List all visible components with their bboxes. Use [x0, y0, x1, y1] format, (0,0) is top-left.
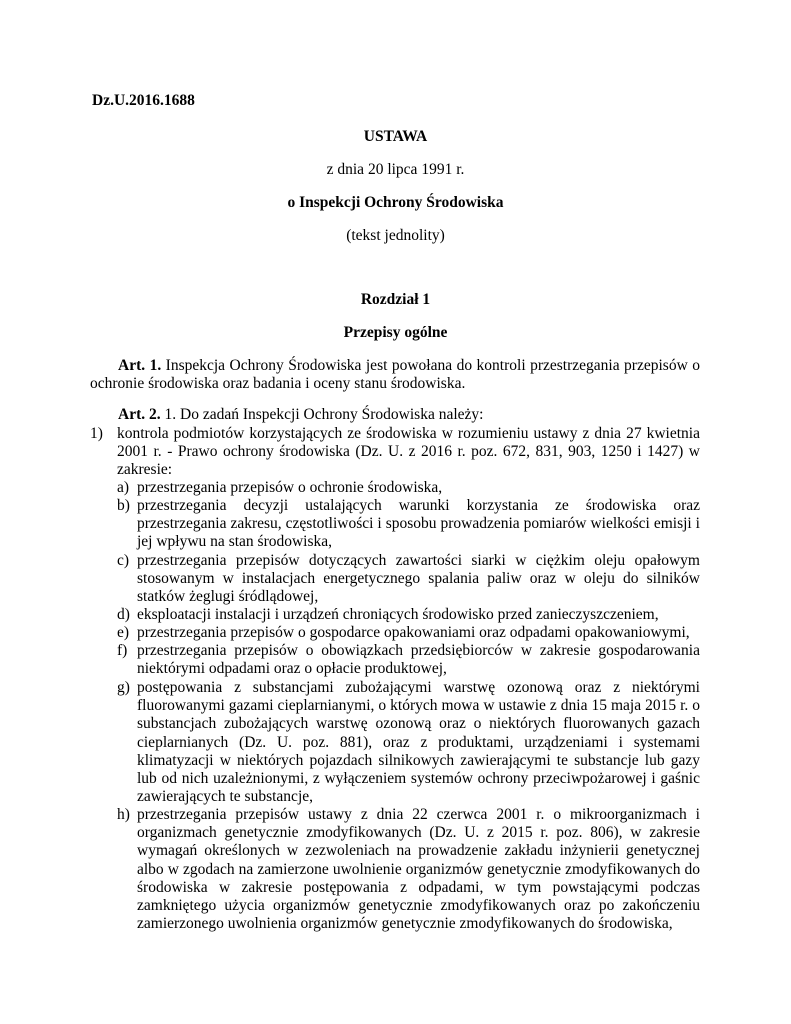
chapter-heading: Rozdział 1	[360, 291, 431, 308]
consolidated-text-note: (tekst jednolity)	[346, 227, 445, 244]
subitem-label: g)	[117, 679, 130, 696]
journal-reference: Dz.U.2016.1688	[92, 92, 195, 109]
subitem-text: przestrzegania decyzji ustalających warunki korzystania ze środowiska oraz przestrzegania zakresu, częstotliwości i sposobu prowadzenia pomiarów wielkości emisji i jej wpływu na stan środowiska,	[137, 497, 700, 551]
subitem-text: postępowania z substancjami zubożającymi warstwę ozonową oraz z niektórymi fluorowanymi gazami cieplarnianymi, o których mowa w ustawie z dnia 15 maja 2015 r. o substancjach zubożających warstwę ozonową oraz o niektórych fluorowanych gazach cieplarnianych (Dz. U. poz. 881), oraz z produktami, urządzeniami i systemami klimatyzacji w niektórych pojazdach silnikowych zawierającymi te substancje lub gazy lub od nich uzależnionymi, z wyłączeniem systemów ochrony przeciwpożarowej i gaśnic zawierających te substancje,	[137, 679, 700, 806]
subitem-text: przestrzegania przepisów ustawy z dnia 22 czerwca 2001 r. o mikroorganizmach i organizmach genetycznie zmodyfikowanych (Dz. U. z 2015 r. poz. 806), w zakresie wymagań określonych w zezwoleniach na prowadzenie zakładu inżynierii genetycznej albo w zgodach na zamierzone uwolnienie organizmów genetycznie zmodyfikowanych do środowiska w zakresie postępowania z odpadami, w tym powstającymi podczas zamkniętego użycia organizmów genetycznie zmodyfikowanych oraz po zakończeniu zamierzonego uwolnienia organizmów genetycznie zmodyfikowanych do środowiska,	[137, 806, 700, 933]
chapter-title: Przepisy ogólne	[343, 324, 448, 341]
subitem-text: eksploatacji instalacji i urządzeń chroniących środowisko przed zanieczyszczeniem,	[137, 606, 659, 623]
subitem-text: przestrzegania przepisów o gospodarce opakowaniami oraz odpadami opakowaniowymi,	[137, 624, 690, 641]
act-date: z dnia 20 lipca 1991 r.	[326, 161, 465, 178]
article-2-intro	[90, 406, 700, 424]
article-2-label: Art. 2.	[118, 406, 161, 423]
item-1-number: 1)	[90, 425, 103, 442]
item-1-text: kontrola podmiotów korzystających ze środowiska w rozumieniu ustawy z dnia 27 kwietnia 2001 r. - Prawo ochrony środowiska (Dz. U. z 2016 r. poz. 672, 831, 903, 1250 i 1427) w zakresie:	[117, 425, 700, 479]
subitem-label: h)	[117, 806, 130, 823]
subitem-text: przestrzegania przepisów o ochronie środowiska,	[137, 479, 443, 496]
subitem-label: a)	[117, 479, 130, 496]
act-title: o Inspekcji Ochrony Środowiska	[287, 194, 504, 211]
subitem-label: b)	[117, 497, 130, 514]
subitem-label: f)	[117, 642, 128, 659]
subitem-text: przestrzegania przepisów o obowiązkach przedsiębiorców w zakresie gospodarowania niektórymi odpadami oraz o opłacie produktowej,	[137, 642, 700, 678]
article-1-text: Inspekcja Ochrony Środowiska jest powołana do kontroli przestrzegania przepisów o ochronie środowiska oraz badania i oceny stanu środowiska.	[90, 357, 700, 393]
article-1	[90, 357, 700, 393]
subitem-label: e)	[117, 624, 130, 641]
subitem-text: przestrzegania przepisów dotyczących zawartości siarki w ciężkim oleju opałowym stosowanym w instalacjach energetycznego spalania paliw oraz w oleju do silników statków żeglugi śródlądowej,	[137, 552, 700, 606]
subitem-label: d)	[117, 606, 130, 623]
article-1-label: Art. 1.	[118, 357, 162, 374]
act-type-heading: USTAWA	[363, 128, 428, 145]
article-2-intro-text: 1. Do zadań Inspekcji Ochrony Środowiska należy:	[160, 406, 484, 423]
subitem-label: c)	[117, 552, 130, 569]
